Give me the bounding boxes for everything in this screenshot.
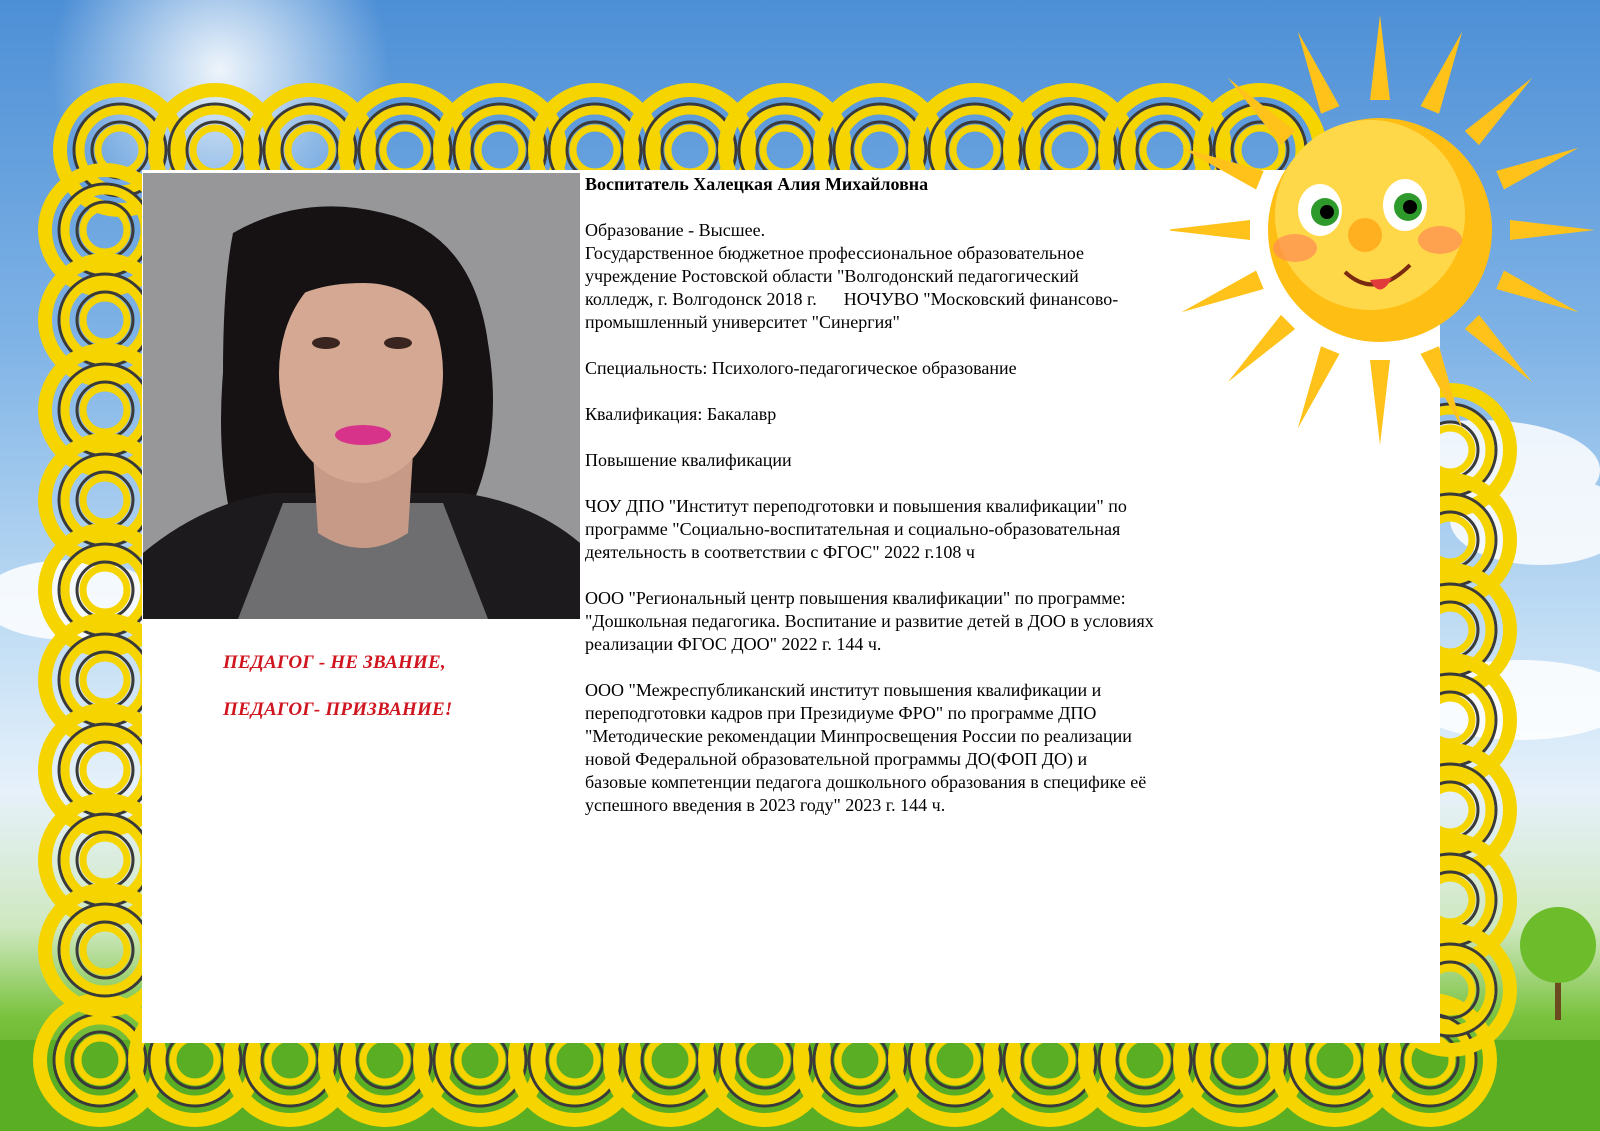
education-detail-line: Государственное бюджетное профессиональное образовательное [585,243,1084,263]
course-line: ЧОУ ДПО "Институт переподготовки и повышения квалификации" по [585,496,1127,516]
education-detail-line: колледж, г. Волгодонск 2018 г. НОЧУВО "Московский финансово- [585,289,1119,309]
qualification: Квалификация: Бакалавр [585,404,777,424]
course-line: "Методические рекомендации Минпросвещения России по реализации [585,726,1132,746]
specialty: Специальность: Психолого-педагогическое образование [585,358,1017,378]
education-detail-line: промышленный университет "Синергия" [585,312,900,332]
motto-line-1: ПЕДАГОГ - НЕ ЗВАНИЕ, [223,652,446,673]
motto-line-2: ПЕДАГОГ- ПРИЗВАНИЕ! [223,699,453,720]
course-line: программе "Социально-воспитательная и социально-образовательная [585,519,1121,539]
course-line: новой Федеральной образовательной программы ДО(ФОП ДО) и [585,749,1088,769]
smiling-sun-illustration [1170,0,1600,450]
course-line: ООО "Межреспубликанский институт повышения квалификации и [585,680,1102,700]
motto [223,652,452,746]
course-line: реализации ФГОС ДОО" 2022 г. 144 ч. [585,634,882,654]
course-line: ООО "Региональный центр повышения квалификации" по программе: [585,588,1126,608]
course-line: переподготовки кадров при Президиуме ФРО" по программе ДПО [585,703,1097,723]
course-line: успешного введения в 2023 году" 2023 г. 144 ч. [585,795,946,815]
training-heading: Повышение квалификации [585,450,792,470]
course-line: деятельность в соответствии с ФГОС" 2022 г.108 ч [585,542,975,562]
course-line: базовые компетенции педагога дошкольного образования в специфике её [585,772,1147,792]
education-level: Образование - Высшее. [585,220,766,240]
teacher-bio [585,173,1245,817]
teacher-name: Воспитатель Халецкая Алия Михайловна [585,174,929,194]
course-line: "Дошкольная педагогика. Воспитание и развитие детей в ДОО в условиях [585,611,1154,631]
teacher-photo [143,173,580,619]
education-detail-line: учреждение Ростовской области "Волгодонский педагогический [585,266,1079,286]
